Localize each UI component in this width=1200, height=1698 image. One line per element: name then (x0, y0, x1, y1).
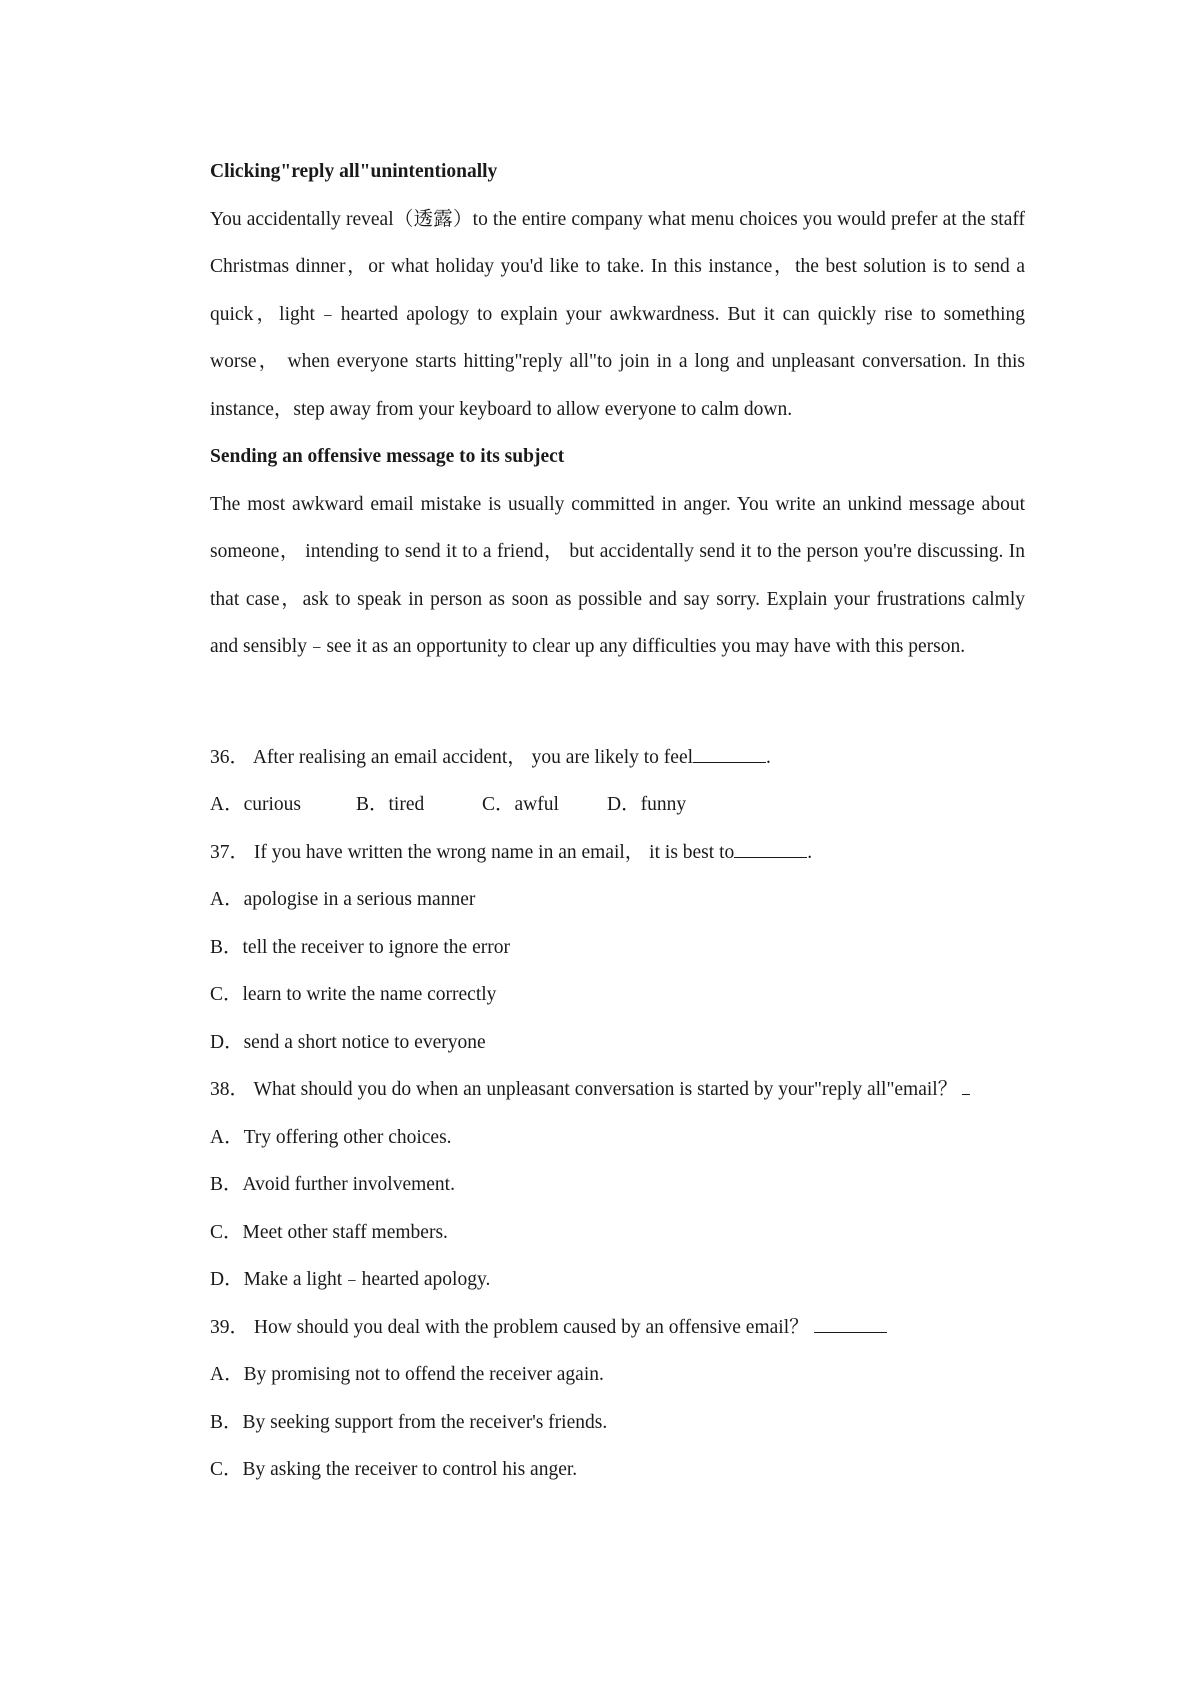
question-number: 39． (210, 1316, 250, 1338)
question-39 (210, 1304, 1025, 1352)
question-text: After realising an email accident， you are likely to feel (252, 746, 694, 768)
answer-blank (814, 1314, 887, 1333)
question-38 (210, 1066, 1025, 1114)
option-b: B．tired (356, 794, 425, 815)
question-text: What should you do when an unpleasant conversation is started by your"reply all"email？ (253, 1079, 958, 1100)
question-end: . (766, 746, 771, 768)
document-page (210, 148, 1025, 1494)
question-36 (210, 734, 1025, 782)
question-end: . (807, 841, 813, 863)
option-b: B．By seeking support from the receiver's friends. (210, 1411, 608, 1433)
option-c: C．learn to write the name correctly (210, 984, 497, 1005)
question-37 (210, 829, 1025, 877)
option-a: A．By promising not to offend the receiver again. (210, 1364, 604, 1385)
option-b: B．tell the receiver to ignore the error (210, 936, 510, 958)
option-b: B．Avoid further involvement. (210, 1174, 455, 1195)
section-paragraph: You accidentally reveal（透露）to the entire company what menu choices you would prefer at the staff Christmas dinner，or what holiday you'd like to take. In this instance，the best solution is to send a quick，light﹣hearted apology to explain your awkwardness. But it can quickly rise to something worse， when everyone starts hitting"reply all"to join in a long and unpleasant conversation. In this instance，step away from your keyboard to allow everyone to calm down. (210, 208, 1025, 420)
answer-blank (693, 744, 766, 763)
option-row (210, 781, 1025, 829)
option-a: A．curious (210, 794, 301, 815)
question-text: How should you deal with the problem caused by an offensive email？ (253, 1316, 809, 1338)
option-a: A．apologise in a serious manner (210, 889, 476, 910)
option-d: D．funny (607, 794, 687, 815)
question-text: If you have written the wrong name in an email， it is best to (253, 841, 735, 863)
section-heading: Sending an offensive message to its subject (210, 446, 565, 467)
answer-blank (962, 1076, 970, 1095)
spacer (210, 671, 1025, 734)
option-d: D．send a short notice to everyone (210, 1031, 486, 1053)
question-number: 37． (210, 841, 250, 863)
option-c: C．Meet other staff members. (210, 1221, 448, 1243)
question-number: 36． (210, 746, 250, 768)
question-number: 38． (210, 1079, 250, 1100)
option-d: D．Make a light﹣hearted apology. (210, 1269, 491, 1290)
option-c: C．awful (482, 794, 559, 815)
option-a: A．Try offering other choices. (210, 1126, 452, 1148)
section-heading: Clicking"reply all"unintentionally (210, 161, 498, 182)
section-paragraph: The most awkward email mistake is usually committed in anger. You write an unkind message about someone， intending to send it to a friend， but accidentally send it to the person you're discussing. In that case，ask to speak in person as soon as possible and say sorry. Explain your frustrations calmly and sensibly﹣see it as an opportunity to clear up any difficulties you may have with this person. (210, 493, 1025, 657)
option-c: C．By asking the receiver to control his anger. (210, 1459, 578, 1480)
answer-blank (734, 839, 807, 858)
